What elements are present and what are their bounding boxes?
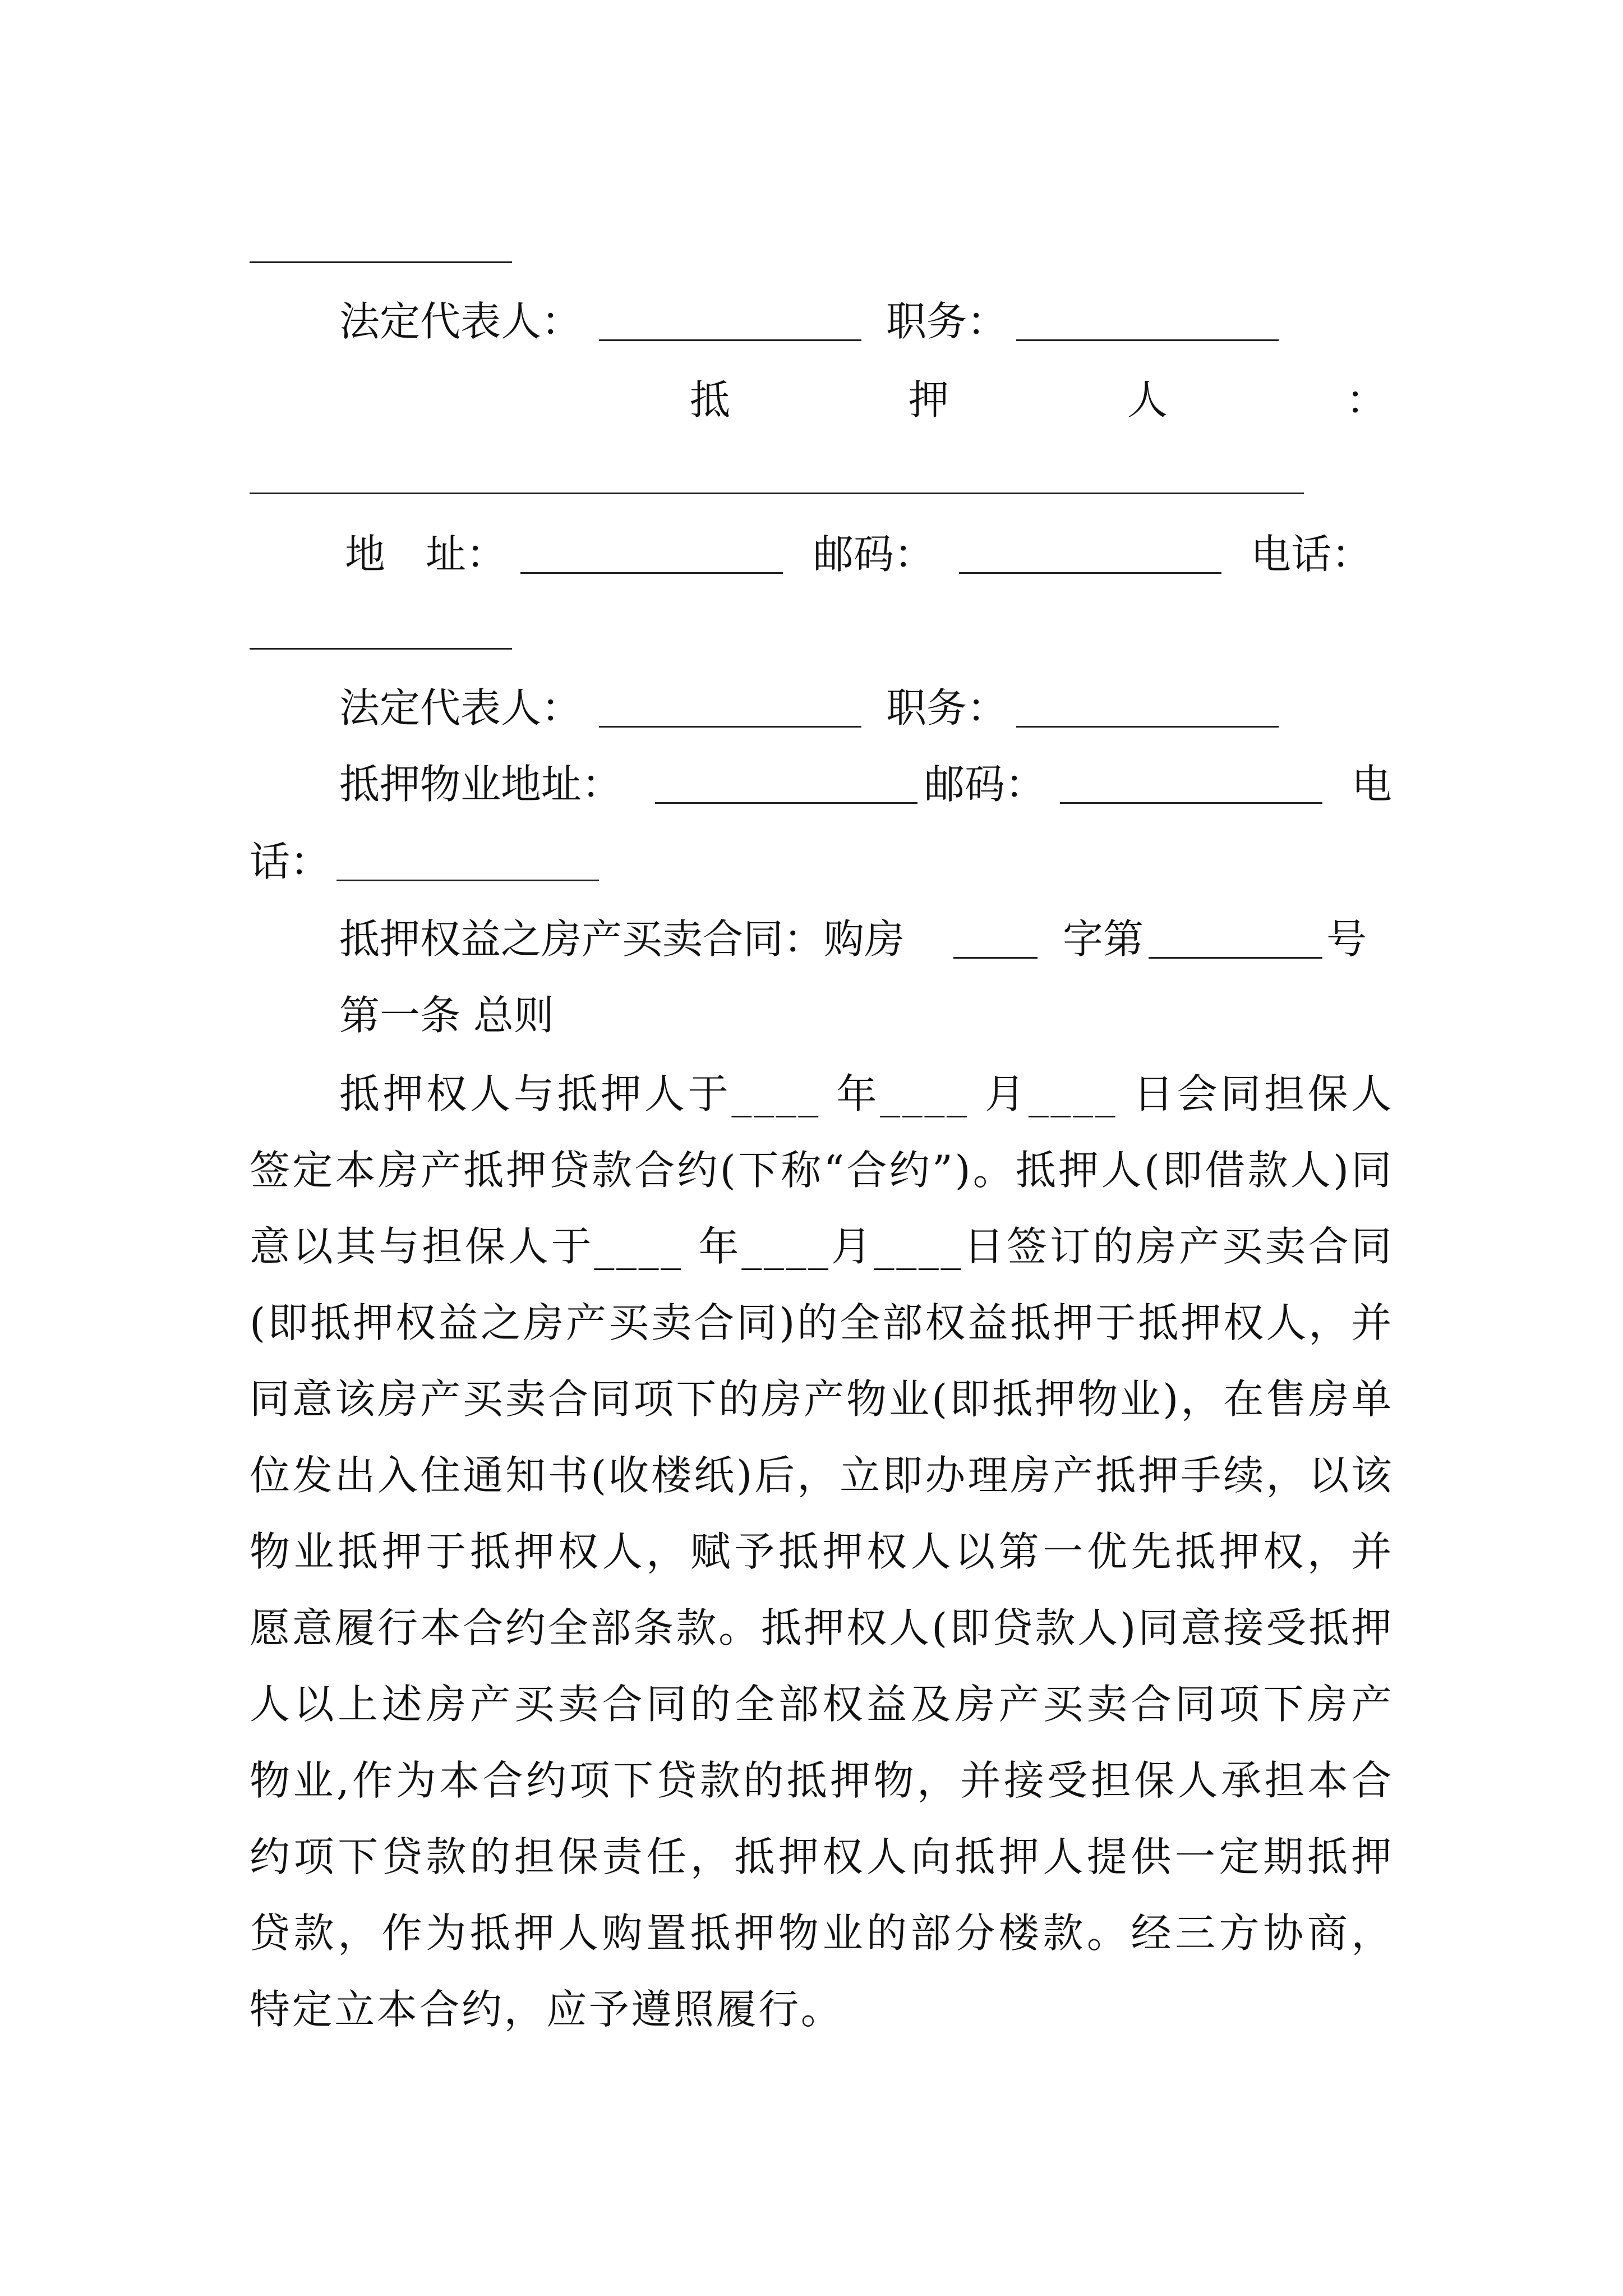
phone-blank bbox=[336, 880, 599, 881]
postcode-blank bbox=[1060, 802, 1322, 804]
postcode-label: 邮码： bbox=[813, 531, 935, 578]
legal-rep-label: 法定代表人： bbox=[339, 684, 582, 731]
postcode-blank bbox=[959, 572, 1221, 574]
guarantor-legal-rep-line bbox=[0, 295, 1623, 348]
blank-line bbox=[250, 261, 512, 263]
mortgagor-contact-line bbox=[0, 527, 1623, 581]
phone-label: 电话： bbox=[1251, 531, 1372, 578]
contract-number-blank bbox=[1149, 957, 1322, 959]
mortgagor-name-blank bbox=[250, 493, 1304, 494]
heading-char: 人 bbox=[1127, 376, 1168, 424]
heading-char: 抵 bbox=[690, 376, 731, 424]
contract-ref-blank bbox=[953, 957, 1038, 959]
legal-rep-blank bbox=[599, 726, 861, 728]
heading-char: 押 bbox=[909, 376, 949, 424]
contract-ref-middle: 字第 bbox=[1063, 915, 1144, 963]
position-label: 职务： bbox=[886, 298, 1008, 345]
property-address-blank bbox=[655, 802, 917, 804]
contract-ref-suffix: 号 bbox=[1326, 915, 1367, 963]
property-address-label: 抵押物业地址： bbox=[339, 761, 623, 808]
article-heading-line bbox=[0, 988, 1623, 1042]
legal-rep-blank bbox=[599, 339, 861, 341]
phone-label-part: 话： bbox=[250, 838, 331, 885]
article-heading: 第一条 总则 bbox=[339, 992, 554, 1039]
phone-blank bbox=[250, 648, 512, 650]
address-label: 地 址： bbox=[345, 531, 507, 578]
mortgagor-heading bbox=[0, 373, 1623, 427]
position-blank bbox=[1016, 726, 1279, 728]
position-blank bbox=[1016, 339, 1279, 341]
address-blank bbox=[520, 572, 783, 574]
legal-rep-label: 法定代表人： bbox=[339, 298, 582, 345]
mortgagor-legal-rep-line bbox=[0, 681, 1623, 735]
article-body: 抵押权人与抵押人于____ 年____ 月____ 日会同担保人签定本房产抵押贷款合约(下称“合约”)。抵押人(即借款人)同意以其与担保人于____ 年____月____日签订的房产买卖合同(即抵押权益之房产买卖合同)的全部权益抵押于抵押权人，并同意该房产买卖合同项下的房产物业(即抵押物业)，在售房单位发出入住通知书(收楼纸)后，立即办理房产抵押手续，以该物业抵押于抵押权人，赋予抵押权人以第一优先抵押权，并愿意履行本合约全部条款。抵押权人(即贷款人)同意接受抵押人以上述房产买卖合同的全部权益及房产买卖合同项下房产物业,作为本合约项下贷款的抵押物，并接受担保人承担本合约项下贷款的担保责任，抵押权人向抵押人提供一定期抵押贷款，作为抵押人购置抵押物业的部分楼款。经三方协商，特定立本合约，应予遵照履行。 bbox=[250, 1070, 1394, 2033]
contract-ref-prefix: 抵押权益之房产买卖合同：购房 bbox=[339, 915, 905, 963]
position-label: 职务： bbox=[886, 684, 1008, 731]
contract-ref-line bbox=[0, 912, 1623, 966]
property-address-line bbox=[0, 757, 1623, 811]
phone-label-part: 电 bbox=[1352, 761, 1393, 808]
heading-char: ： bbox=[1346, 376, 1387, 424]
property-phone-line bbox=[0, 835, 1623, 889]
postcode-label: 邮码： bbox=[924, 761, 1046, 808]
